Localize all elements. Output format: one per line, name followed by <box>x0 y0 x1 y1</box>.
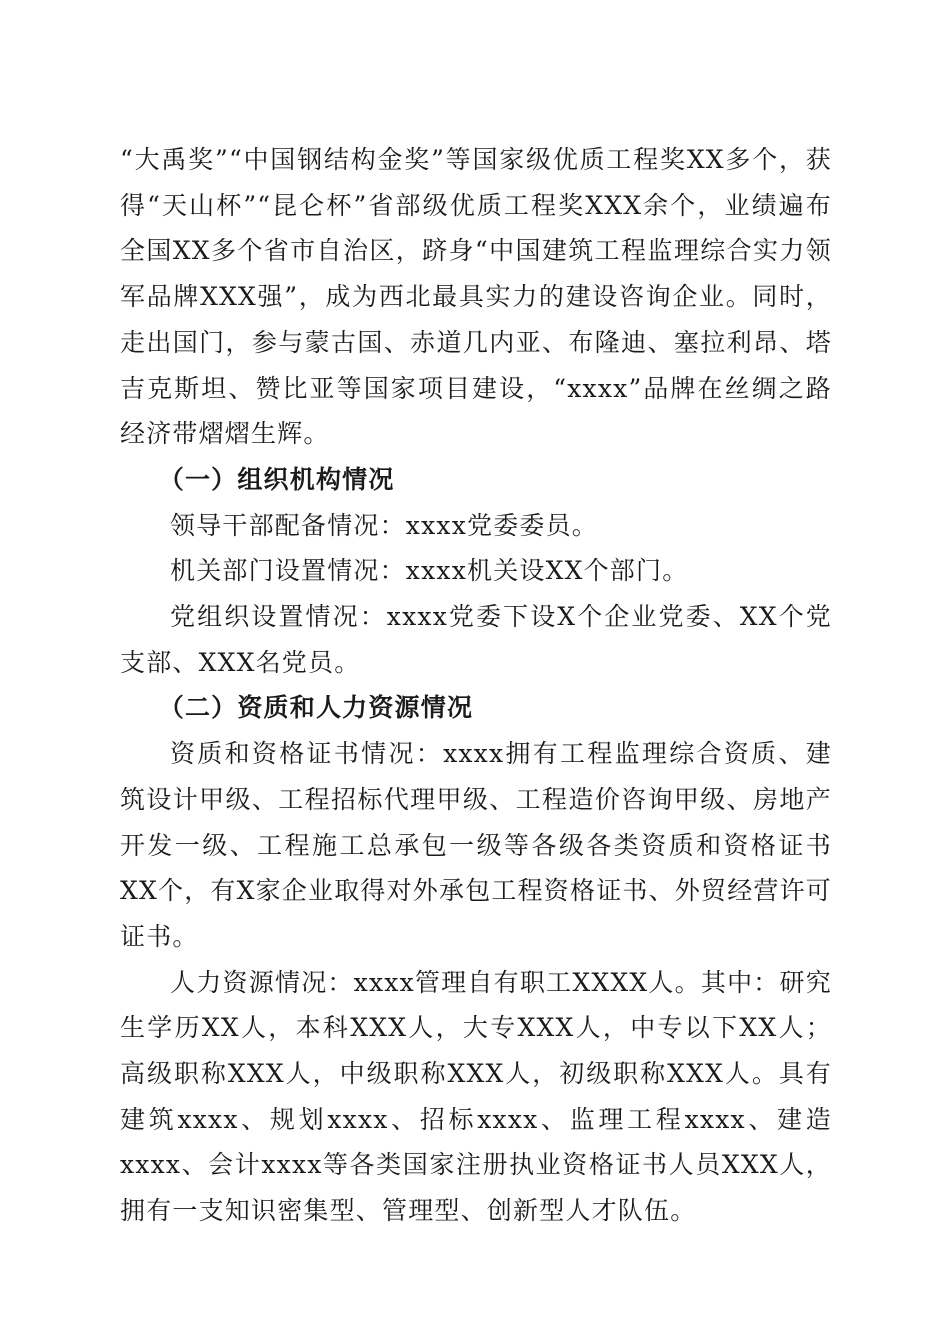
intro-paragraph: “大禹奖”“中国钢结构金奖”等国家级优质工程奖XX多个，获得“天山杯”“昆仑杯”省部级优质工程奖XXX余个，业绩遍布全国XX多个省市自治区，跻身“中国建筑工程监理综合实力领军品牌XXX强”，成为西北最具实力的建设咨询企业。同时，走出国门，参与蒙古国、赤道几内亚、布隆迪、塞拉利昂、塔吉克斯坦、赞比亚等国家项目建设，“xxxx”品牌在丝绸之路经济带熠熠生辉。 <box>120 145 832 449</box>
paragraph-party-organization: 党组织设置情况：xxxx党委下设X个企业党委、XX个党支部、XXX名党员。 <box>120 602 832 677</box>
paragraph-leadership: 领导干部配备情况：xxxx党委委员。 <box>170 510 598 540</box>
document-body <box>120 137 832 1234</box>
section-heading-qualifications-hr: （二）资质和人力资源情况 <box>158 693 474 723</box>
paragraph-human-resources: 人力资源情况：xxxx管理自有职工XXXX人。其中：研究生学历XX人，本科XXX人，大专XXX人，中专以下XX人；高级职称XXX人，中级职称XXX人，初级职称XXX人。具有建筑xxxx、规划xxxx、招标xxxx、监理工程xxxx、建造xxxx、会计xxxx等各类国家注册执业资格证书人员XXX人，拥有一支知识密集型、管理型、创新型人才队伍。 <box>120 967 832 1226</box>
section-heading-organization: （一）组织机构情况 <box>158 464 395 494</box>
paragraph-departments: 机关部门设置情况：xxxx机关设XX个部门。 <box>170 556 689 586</box>
paragraph-qualifications: 资质和资格证书情况：xxxx拥有工程监理综合资质、建筑设计甲级、工程招标代理甲级、工程造价咨询甲级、房地产开发一级、工程施工总承包一级等各级各类资质和资格证书XX个，有X家企业取得对外承包工程资格证书、外贸经营许可证书。 <box>120 739 832 951</box>
